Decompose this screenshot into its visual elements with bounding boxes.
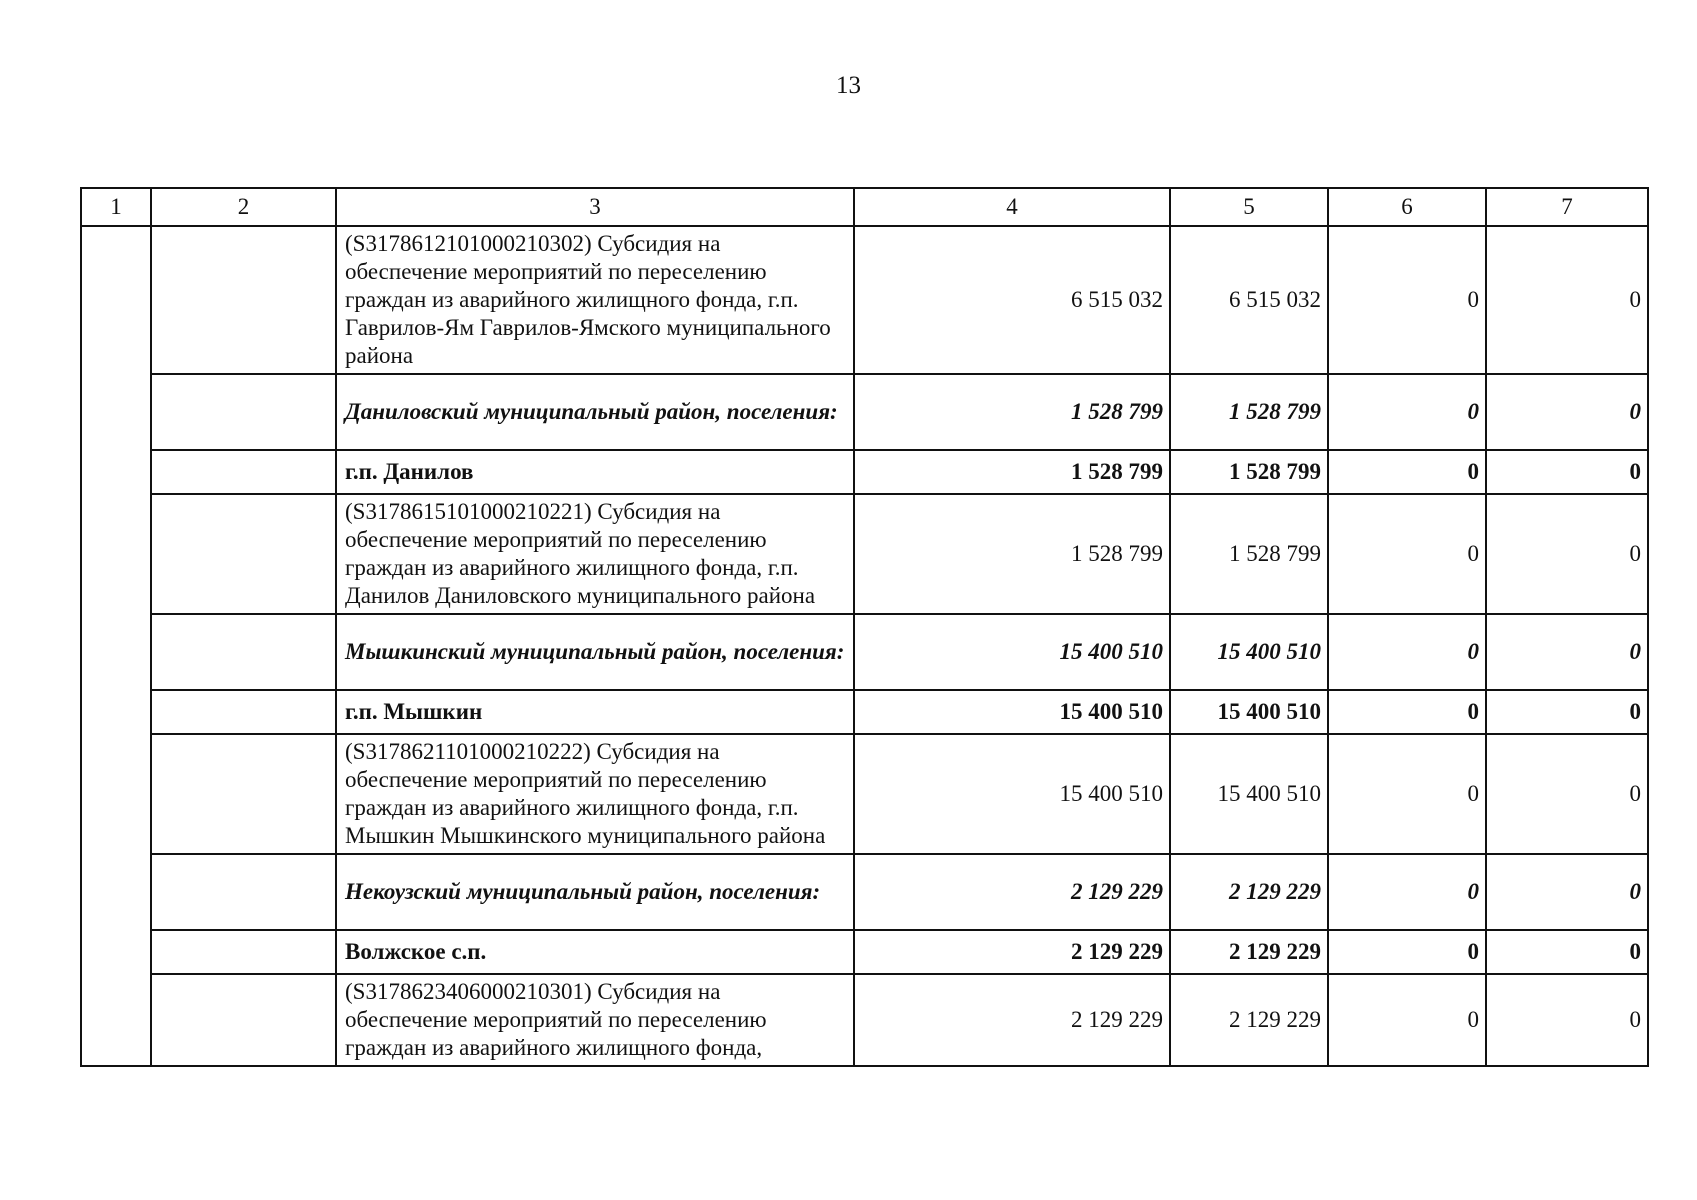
column-6-value: 0	[1328, 614, 1486, 690]
column-header-2: 2	[151, 188, 336, 226]
column-4-value: 1 528 799	[854, 450, 1170, 494]
column-2-cell	[151, 930, 336, 974]
table-row	[81, 450, 1648, 494]
column-7-value: 0	[1486, 374, 1648, 450]
column-header-3: 3	[336, 188, 854, 226]
column-4-value: 15 400 510	[854, 614, 1170, 690]
column-6-value: 0	[1328, 450, 1486, 494]
column-5-value: 2 129 229	[1170, 930, 1328, 974]
column-6-value: 0	[1328, 854, 1486, 930]
row-description: (S3178615101000210221) Субсидия на обеспечение мероприятий по переселению граждан из аварийного жилищного фонда, г.п. Данилов Даниловского муниципального района	[336, 494, 854, 614]
column-4-value: 15 400 510	[854, 690, 1170, 734]
column-7-value: 0	[1486, 854, 1648, 930]
table-row	[81, 690, 1648, 734]
column-7-value: 0	[1486, 974, 1648, 1066]
budget-table	[80, 187, 1649, 1067]
column-7-value: 0	[1486, 614, 1648, 690]
column-7-value: 0	[1486, 494, 1648, 614]
column-6-value: 0	[1328, 494, 1486, 614]
column-1-cell	[81, 226, 151, 1066]
table-row	[81, 854, 1648, 930]
column-6-value: 0	[1328, 930, 1486, 974]
column-4-value: 2 129 229	[854, 854, 1170, 930]
column-2-cell	[151, 226, 336, 374]
row-description: Мышкинский муниципальный район, поселения:	[336, 614, 854, 690]
row-description: Волжское с.п.	[336, 930, 854, 974]
column-5-value: 2 129 229	[1170, 854, 1328, 930]
column-7-value: 0	[1486, 690, 1648, 734]
column-7-value: 0	[1486, 450, 1648, 494]
column-2-cell	[151, 974, 336, 1066]
table-row	[81, 734, 1648, 854]
column-header-5: 5	[1170, 188, 1328, 226]
column-2-cell	[151, 690, 336, 734]
column-2-cell	[151, 734, 336, 854]
column-5-value: 6 515 032	[1170, 226, 1328, 374]
column-5-value: 15 400 510	[1170, 734, 1328, 854]
column-5-value: 1 528 799	[1170, 494, 1328, 614]
row-description: (S3178621101000210222) Субсидия на обеспечение мероприятий по переселению граждан из аварийного жилищного фонда, г.п. Мышкин Мышкинского муниципального района	[336, 734, 854, 854]
column-5-value: 2 129 229	[1170, 974, 1328, 1066]
row-description: Некоузский муниципальный район, поселения:	[336, 854, 854, 930]
row-description: г.п. Мышкин	[336, 690, 854, 734]
column-2-cell	[151, 494, 336, 614]
table-row	[81, 930, 1648, 974]
table-row	[81, 374, 1648, 450]
row-description: (S3178612101000210302) Субсидия на обеспечение мероприятий по переселению граждан из аварийного жилищного фонда, г.п. Гаврилов-Ям Гаврилов-Ямского муниципального района	[336, 226, 854, 374]
column-7-value: 0	[1486, 226, 1648, 374]
column-5-value: 1 528 799	[1170, 450, 1328, 494]
column-4-value: 2 129 229	[854, 974, 1170, 1066]
column-header-7: 7	[1486, 188, 1648, 226]
table-row	[81, 494, 1648, 614]
column-7-value: 0	[1486, 734, 1648, 854]
column-7-value: 0	[1486, 930, 1648, 974]
column-5-value: 1 528 799	[1170, 374, 1328, 450]
column-header-1: 1	[81, 188, 151, 226]
column-header-4: 4	[854, 188, 1170, 226]
row-description: г.п. Данилов	[336, 450, 854, 494]
column-6-value: 0	[1328, 734, 1486, 854]
column-header-6: 6	[1328, 188, 1486, 226]
column-2-cell	[151, 450, 336, 494]
column-4-value: 1 528 799	[854, 374, 1170, 450]
column-2-cell	[151, 614, 336, 690]
column-5-value: 15 400 510	[1170, 690, 1328, 734]
column-5-value: 15 400 510	[1170, 614, 1328, 690]
column-4-value: 1 528 799	[854, 494, 1170, 614]
column-2-cell	[151, 374, 336, 450]
row-description: Даниловский муниципальный район, поселения:	[336, 374, 854, 450]
column-2-cell	[151, 854, 336, 930]
table-row	[81, 614, 1648, 690]
row-description: (S3178623406000210301) Субсидия на обеспечение мероприятий по переселению граждан из аварийного жилищного фонда,	[336, 974, 854, 1066]
column-6-value: 0	[1328, 226, 1486, 374]
column-6-value: 0	[1328, 690, 1486, 734]
table-row	[81, 226, 1648, 374]
table-header-row	[81, 188, 1648, 226]
column-6-value: 0	[1328, 374, 1486, 450]
column-6-value: 0	[1328, 974, 1486, 1066]
table-row	[81, 974, 1648, 1066]
column-4-value: 15 400 510	[854, 734, 1170, 854]
page-number: 13	[836, 72, 861, 99]
column-4-value: 2 129 229	[854, 930, 1170, 974]
column-4-value: 6 515 032	[854, 226, 1170, 374]
